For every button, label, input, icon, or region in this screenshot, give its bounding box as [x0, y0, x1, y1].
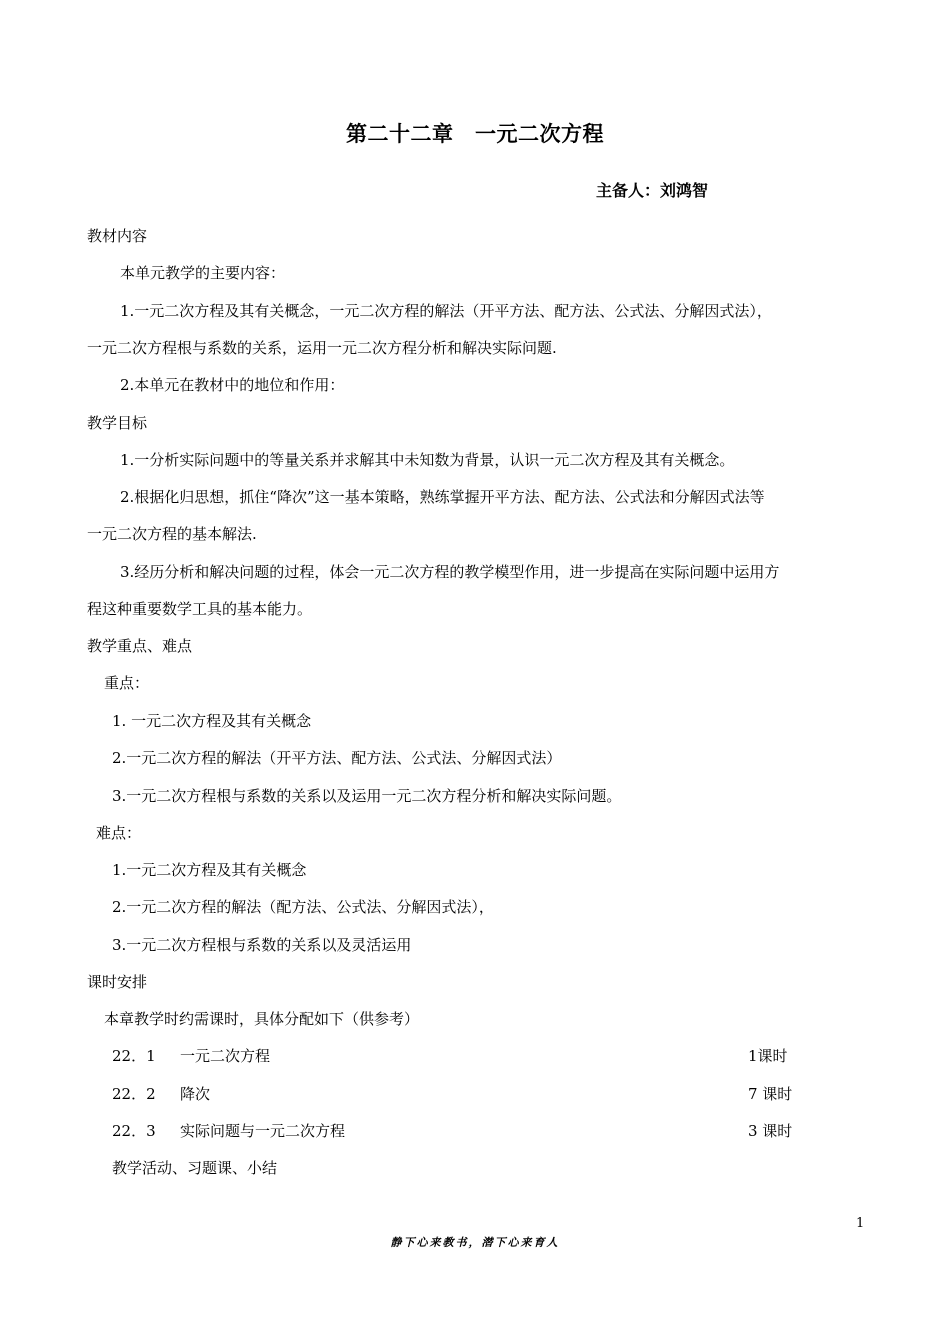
schedule-hours: 1课时: [748, 1047, 788, 1065]
schedule-intro: 本章教学时约需课时，具体分配如下（供参考）: [104, 1010, 420, 1028]
chapter-title: 第二十二章 一元二次方程: [346, 122, 604, 146]
page-number: 1: [856, 1216, 865, 1231]
goal-2b: 一元二次方程的基本解法.: [87, 525, 257, 543]
key-item-2: 2.一元二次方程的解法（开平方法、配方法、公式法、分解因式法）: [112, 749, 562, 767]
section-heading-content: 教材内容: [87, 227, 148, 245]
schedule-num: 22．3: [112, 1122, 156, 1140]
footer-motto: 静下心来教书，潜下心来育人: [390, 1236, 560, 1249]
section-heading-schedule: 课时安排: [87, 973, 148, 991]
schedule-hours: 7 课时: [748, 1085, 793, 1103]
author-line: 主备人：刘鸿智: [596, 181, 709, 200]
schedule-num: 22．2: [112, 1085, 156, 1103]
section-heading-goals: 教学目标: [87, 414, 148, 432]
schedule-topic: 一元二次方程: [180, 1047, 271, 1065]
schedule-extra: 教学活动、习题课、小结: [112, 1159, 278, 1177]
content-item-1b: 一元二次方程根与系数的关系，运用一元二次方程分析和解决实际问题.: [87, 339, 557, 357]
difficulty-item-1: 1.一元二次方程及其有关概念: [112, 861, 307, 879]
goal-1: 1.一分析实际问题中的等量关系并求解其中未知数为背景，认识一元二次方程及其有关概念。: [120, 451, 735, 469]
key-item-3: 3.一元二次方程根与系数的关系以及运用一元二次方程分析和解决实际问题。: [112, 787, 622, 805]
key-item-1: 1. 一元二次方程及其有关概念: [112, 712, 312, 730]
content-item-1a: 1.一元二次方程及其有关概念，一元二次方程的解法（开平方法、配方法、公式法、分解因式法），: [120, 302, 772, 320]
goal-3b: 程这种重要数学工具的基本能力。: [87, 600, 313, 618]
difficulty-item-2: 2.一元二次方程的解法（配方法、公式法、分解因式法），: [112, 898, 494, 916]
key-label: 重点：: [104, 674, 150, 692]
goal-3a: 3.经历分析和解决问题的过程，体会一元二次方程的教学模型作用，进一步提高在实际问题中运用方: [120, 563, 780, 581]
difficulty-item-3: 3.一元二次方程根与系数的关系以及灵活运用: [112, 936, 412, 954]
goal-2a: 2.根据化归思想，抓住“降次”这一基本策略，熟练掌握开平方法、配方法、公式法和分解因式法等: [120, 488, 765, 506]
difficulty-label: 难点：: [96, 824, 142, 842]
schedule-hours: 3 课时: [748, 1122, 793, 1140]
schedule-topic: 降次: [180, 1085, 211, 1103]
schedule-num: 22．1: [112, 1047, 156, 1065]
section-heading-key: 教学重点、难点: [87, 637, 193, 655]
content-item-2: 2.本单元在教材中的地位和作用：: [120, 376, 345, 394]
schedule-topic: 实际问题与一元二次方程: [180, 1122, 346, 1140]
content-intro: 本单元教学的主要内容：: [120, 264, 286, 282]
